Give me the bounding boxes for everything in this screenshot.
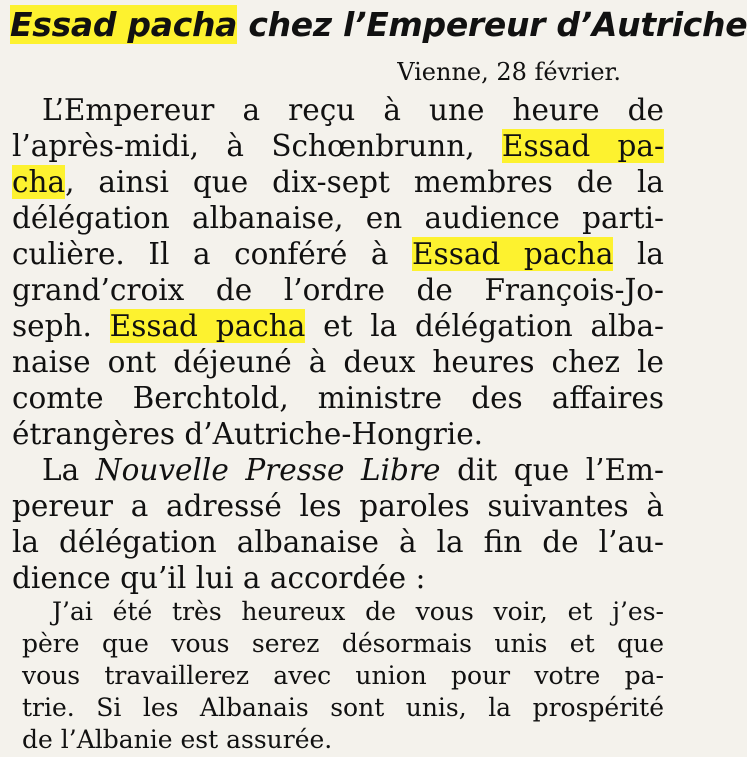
quote-line: père que vous serez désormais unis et que [22, 629, 664, 658]
text: culière. Il a conféré à [12, 237, 413, 271]
body-line: délégation albanaise, en audience parti- [12, 201, 664, 235]
text: L’Empereur a reçu à une heure de [42, 93, 664, 127]
quote-line: trie. Si les Albanais sont unis, la prospérité [22, 693, 664, 722]
highlighted-name: Essad pacha [412, 237, 614, 271]
dateline: Vienne, 28 février. [397, 58, 621, 86]
text: l’après-midi, à Schœnbrunn, [12, 129, 502, 163]
article-title [10, 6, 747, 44]
body-line: comte Berchtold, ministre des affaires [12, 381, 664, 415]
body-line: la délégation albanaise à la fin de l’au- [12, 525, 664, 559]
text: seph. [12, 309, 110, 343]
body-line [12, 92, 664, 128]
quote-line [22, 596, 664, 628]
text: dit que l’Em- [440, 453, 664, 487]
article-body [12, 92, 664, 596]
body-line [12, 308, 664, 344]
newspaper-name: Nouvelle Presse Libre [95, 453, 441, 487]
body-line [12, 236, 664, 272]
body-line: grand’croix de l’ordre de François-Jo- [12, 273, 664, 307]
text: et la délégation alba- [305, 309, 664, 343]
body-line [12, 164, 664, 200]
quotation [22, 596, 664, 756]
text: la [613, 237, 665, 271]
body-line: dience qu’il lui a accordée : [12, 561, 426, 595]
text: La [42, 453, 96, 487]
body-line [12, 128, 664, 164]
highlighted-name: Essad pacha [10, 5, 238, 44]
text: J’ai été très heureux de vous voir, et j’es- [52, 597, 664, 626]
body-line: naise ont déjeuné à deux heures chez le [12, 345, 664, 379]
text: , ainsi que dix-sept membres de la [65, 165, 664, 199]
highlighted-name: Essad pa- [501, 129, 664, 163]
title-text: chez l’Empereur d’Autriche [237, 5, 747, 44]
highlighted-name: cha [12, 165, 66, 199]
body-line: étrangères d’Autriche-Hongrie. [12, 417, 484, 451]
body-line [12, 452, 664, 488]
quote-line: vous travaillerez avec union pour votre pa- [22, 661, 664, 690]
quote-line: de l’Albanie est assurée. [22, 725, 333, 754]
highlighted-name: Essad pacha [109, 309, 306, 343]
body-line: pereur a adressé les paroles suivantes à [12, 489, 664, 523]
